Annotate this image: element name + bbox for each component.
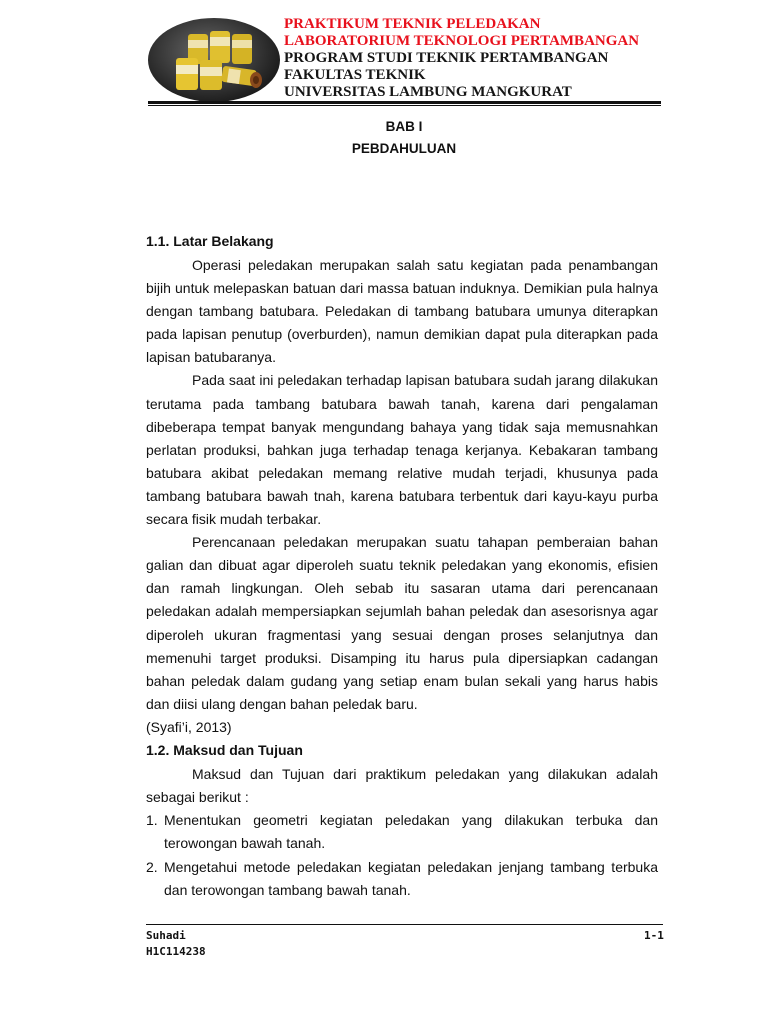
list-item [146, 809, 658, 855]
header-line-university: UNIVERSITAS LAMBUNG MANGKURAT [284, 84, 572, 100]
list-item-number: 1. [146, 812, 158, 829]
header-line-practicum: PRAKTIKUM TEKNIK PELEDAKAN [284, 16, 541, 32]
section-heading-objectives: 1.2. Maksud dan Tujuan [146, 741, 303, 758]
header-line-study-program: PROGRAM STUDI TEKNIK PERTAMBANGAN [284, 50, 609, 66]
list-item [146, 856, 658, 902]
footer-author-name: Suhadi [146, 929, 186, 942]
header-logo-image [148, 18, 280, 102]
document-body [146, 232, 658, 903]
list-item-text: Mengetahui metode peledakan kegiatan peledakan jenjang tambang terbuka dan terowongan tambang bawah tanah. [164, 859, 658, 899]
paragraph: Operasi peledakan merupakan salah satu kegiatan pada penambangan bijih untuk melepaskan batuan dari massa batuan induknya. Demikian pula halnya dengan tambang batubara. Peledakan di tambang batubara umunya diterapkan pada lapisan penutup (overburden), namun demikian dapat pula diterapkan pada lapisan batubaranya. [146, 257, 658, 366]
header-divider [148, 101, 661, 106]
objectives-list [146, 809, 658, 902]
header-line-laboratory: LABORATORIUM TEKNOLOGI PERTAMBANGAN [284, 33, 640, 49]
footer-divider [146, 924, 663, 925]
paragraph: Perencanaan peledakan merupakan suatu tahapan pemberaian bahan galian dan dibuat agar diperoleh suatu teknik peledakan yang ekonomis, efisien dan ramah lingkungan. Oleh sebab itu sasaran utama dari perencanaan peledakan adalah mempersiapkan sejumlah bahan peledak dan asesorisnya agar diperoleh ukuran fragmentasi yang sesuai dengan proses selanjutnya dan memenuhi target produksi. Disamping itu harus pula dipersiapkan cadangan bahan peledak dalam gudang yang setiap enam bulan sekali yang harus habis dan diisi ulang dengan bahan peledak baru. [146, 534, 658, 712]
citation: (Syafi’i, 2013) [146, 718, 232, 735]
paragraph: Maksud dan Tujuan dari praktikum peledakan yang dilakukan adalah sebagai berikut : [146, 765, 658, 805]
chapter-label: BAB I [385, 119, 423, 134]
section-heading-background: 1.1. Latar Belakang [146, 233, 274, 249]
header-line-faculty: FAKULTAS TEKNIK [284, 67, 426, 83]
footer-student-id: H1C114238 [146, 945, 206, 958]
footer-page-number: 1-1 [644, 929, 664, 942]
header-text-block [284, 16, 704, 101]
list-item-text: Menentukan geometri kegiatan peledakan yang dilakukan terbuka dan terowongan bawah tanah. [164, 812, 658, 852]
paragraph: Pada saat ini peledakan terhadap lapisan batubara sudah jarang dilakukan terutama pada tambang batubara bawah tanah, karena dari pengalaman dibeberapa tempat banyak mengundang bahaya yang tidak saja memusnahkan perlatan produksi, bahkan juga terhadap tenaga kerjanya. Kebakaran tambang batubara akibat peledakan memang relative mudah terjadi, khusunya pada tambang batubara bawah tnah, karena batubara terbentuk dari kayu-kayu purba secara fisik mudah terbakar. [146, 372, 658, 528]
chapter-title: PEBDAHULUAN [351, 141, 457, 156]
list-item-number: 2. [146, 859, 158, 876]
explosive-cartridges-icon [148, 18, 280, 102]
